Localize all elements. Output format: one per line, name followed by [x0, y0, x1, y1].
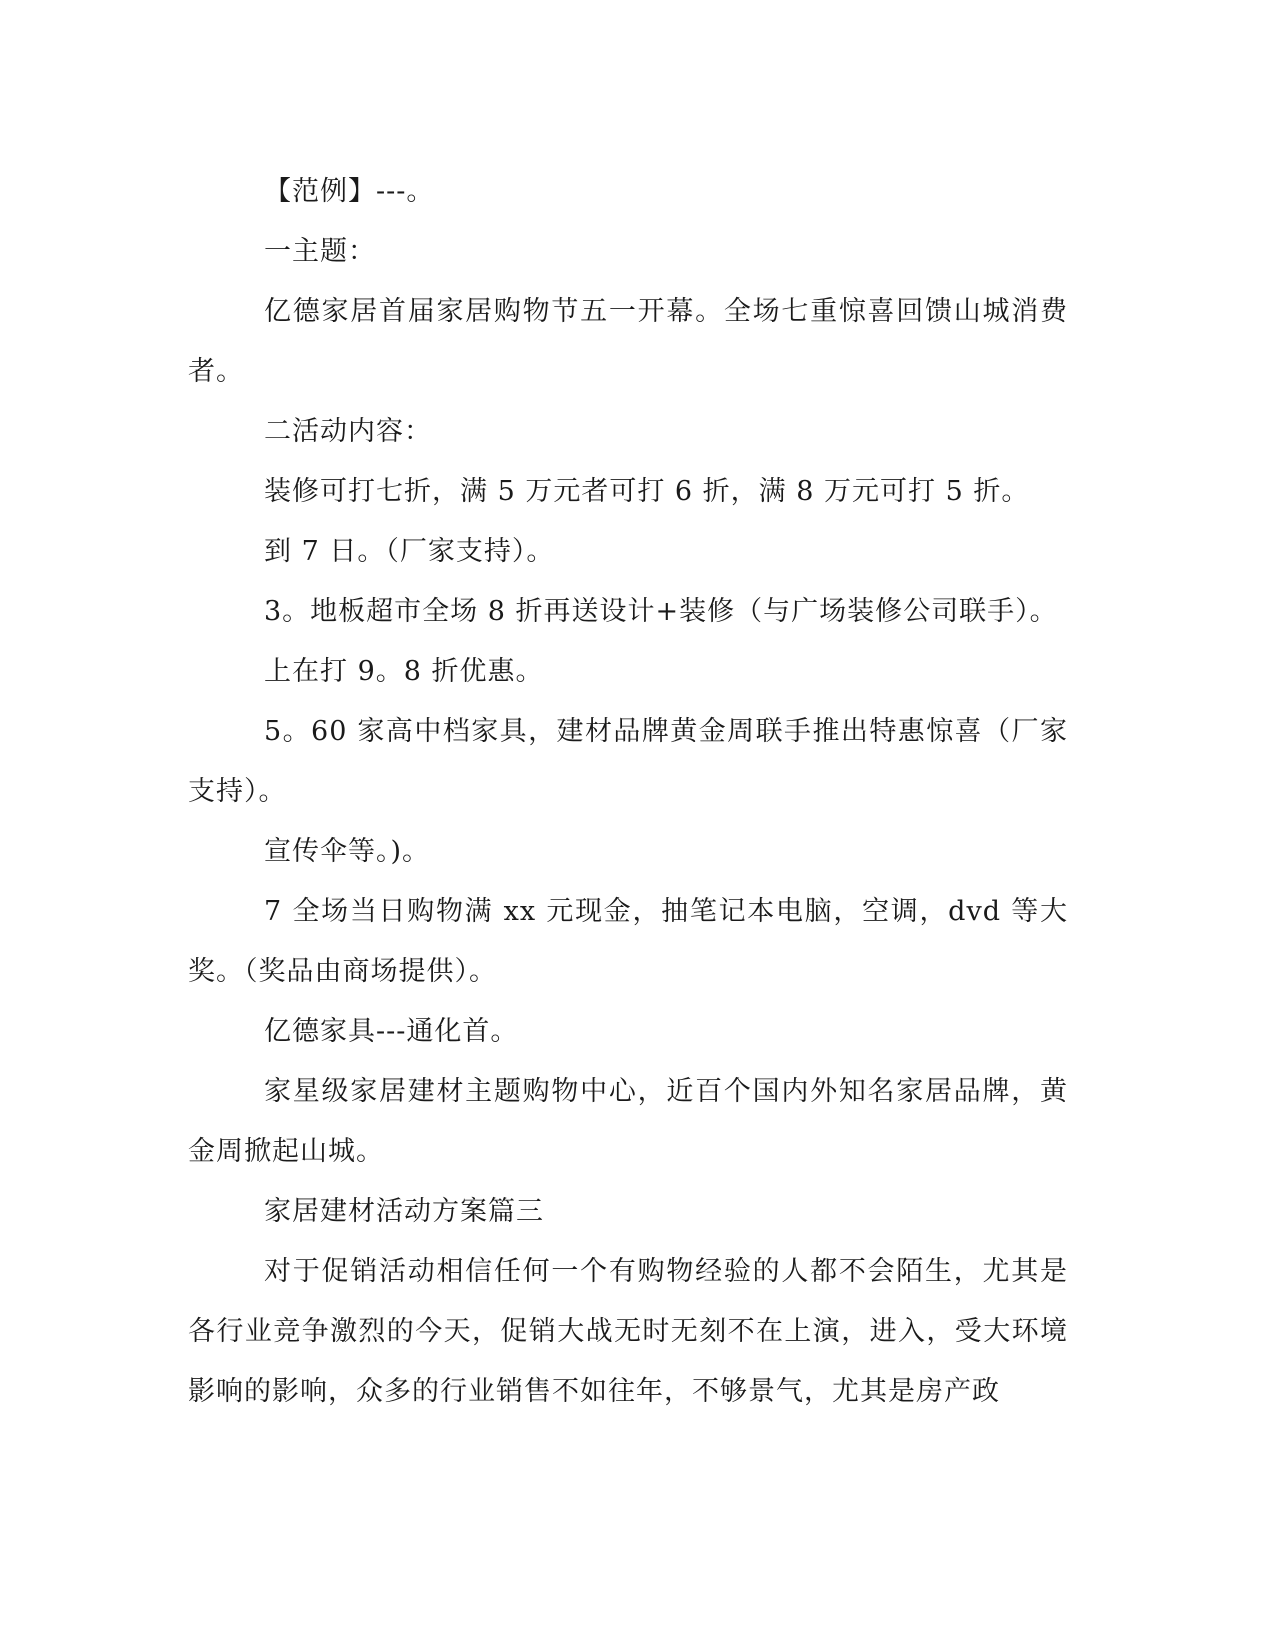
paragraph-umbrella-gifts: 宣传伞等。)。 — [264, 836, 431, 867]
paragraph-section-heading-3: 家居建材活动方案篇三 — [264, 1196, 544, 1227]
document-body — [188, 162, 1068, 1422]
paragraph-theme-text: 亿德家居首届家居购物节五一开幕。全场七重惊喜回馈山城消费者。 — [188, 296, 1068, 387]
paragraph-renovation-discount: 装修可打七折，满 5 万元者可打 6 折，满 8 万元可打 5 折。 — [264, 476, 1030, 507]
paragraph-example-heading: 【范例】---。 — [264, 176, 435, 207]
paragraph-floor-market: 3。地板超市全场 8 折再送设计+装修（与广场装修公司联手）。 — [264, 596, 1058, 627]
paragraph-section-theme: 一主题： — [264, 236, 376, 267]
paragraph-shopping-center: 家星级家居建材主题购物中心，近百个国内外知名家居品牌，黄金周掀起山城。 — [188, 1076, 1068, 1167]
paragraph-promotion-intro: 对于促销活动相信任何一个有购物经验的人都不会陌生，尤其是各行业竞争激烈的今天，促销大战无时无刻不在上演，进入，受大环境影响的影响，众多的行业销售不如往年，不够景气，尤其是房产政 — [188, 1256, 1068, 1407]
paragraph-lucky-draw: 7 全场当日购物满 xx 元现金，抽笔记本电脑，空调，dvd 等大奖。（奖品由商场提供）。 — [188, 896, 1068, 987]
paragraph-furniture-brands: 5。60 家高中档家具，建材品牌黄金周联手推出特惠惊喜（厂家支持）。 — [188, 716, 1068, 807]
paragraph-section-activities: 二活动内容： — [264, 416, 432, 447]
paragraph-extra-discount: 上在打 9。8 折优惠。 — [264, 656, 544, 687]
paragraph-yide-furniture: 亿德家具---通化首。 — [264, 1016, 519, 1047]
paragraph-date-support: 到 7 日。（厂家支持）。 — [264, 536, 555, 567]
